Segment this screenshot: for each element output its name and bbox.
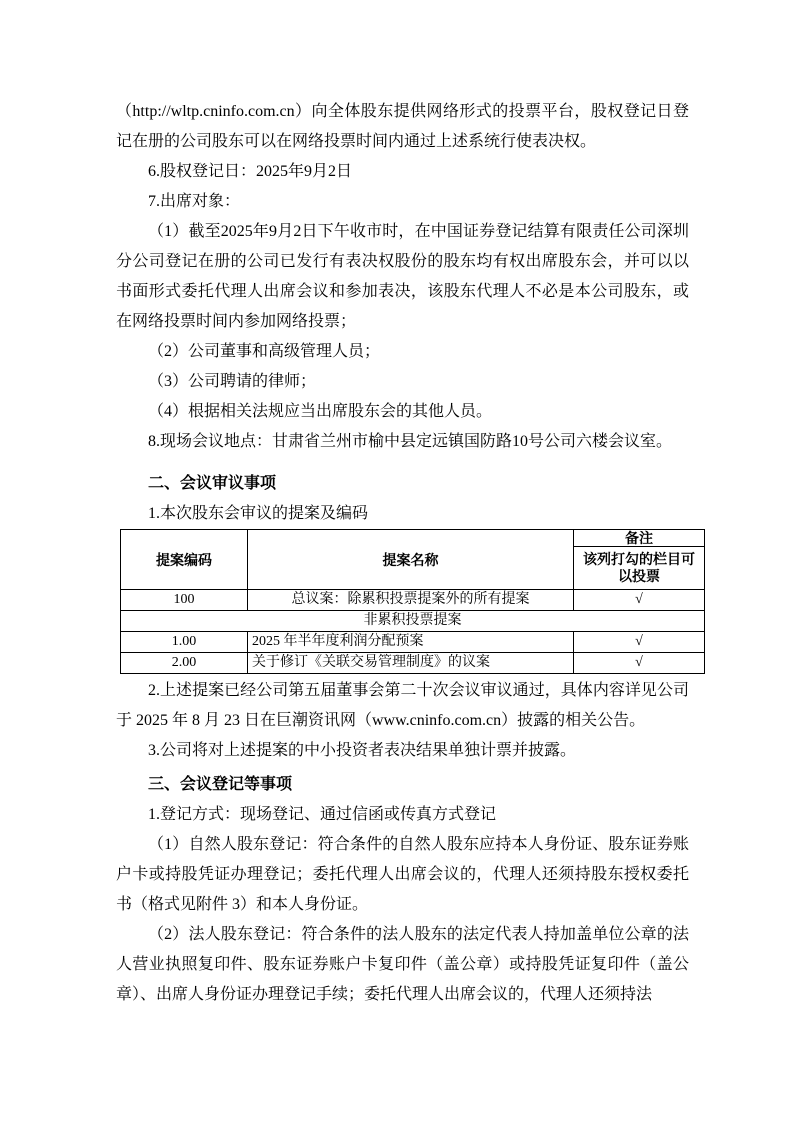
section-heading-review-matters: 二、会议审议事项 (148, 475, 277, 492)
cell-remark-checkmark: √ (574, 632, 705, 653)
table-row-general-proposal (121, 590, 705, 611)
table-header-row (121, 530, 705, 547)
item-proposals-intro: 1.本次股东会审议的提案及编码 (148, 505, 369, 522)
cell-remark-checkmark: √ (574, 653, 705, 674)
item-meeting-venue: 8.现场会议地点：甘肃省兰州市榆中县定远镇国防路10号公司六楼会议室。 (148, 433, 673, 450)
cell-code: 100 (121, 590, 248, 611)
table-row-group (121, 611, 705, 632)
item-natural-person-registration: （1）自然人股东登记：符合条件的自然人股东应持本人身份证、股东证券账户卡或持股凭证办理登记；委托代理人出席会议的，代理人还须持股东授权委托书（格式见附件 3）和本人身份证。 (116, 836, 689, 913)
item-attendees-title: 7.出席对象： (148, 193, 241, 210)
cell-name: 2025 年半年度利润分配预案 (248, 632, 574, 653)
cell-name: 关于修订《关联交易管理制度》的议案 (248, 653, 574, 674)
cell-remark-checkmark: √ (574, 590, 705, 611)
item-proposal-approval-note: 2.上述提案已经公司第五届董事会第二十次会议审议通过，具体内容详见公司于 2025 年 8 月 23 日在巨潮资讯网（www.cninfo.com.cn）披露的相关公告。 (116, 682, 689, 729)
item-minority-investor-count: 3.公司将对上述提案的中小投资者表决结果单独计票并披露。 (148, 742, 577, 759)
cell-code: 2.00 (121, 653, 248, 674)
item-attendees-4: （4）根据相关法规应当出席股东会的其他人员。 (148, 403, 493, 420)
header-remark: 备注 (574, 530, 705, 547)
header-remark-note: 该列打勾的栏目可以投票 (574, 547, 705, 590)
item-attendees-3: （3）公司聘请的律师； (148, 373, 317, 390)
item-record-date: 6.股权登记日：2025年9月2日 (148, 163, 353, 180)
cell-code: 1.00 (121, 632, 248, 653)
cell-name: 总议案：除累积投票提案外的所有提案 (248, 590, 574, 611)
proposal-table (120, 529, 705, 674)
item-legal-person-registration: （2）法人股东登记：符合条件的法人股东的法定代表人持加盖单位公章的法人营业执照复印件、股东证券账户卡复印件（盖公章）或持股凭证复印件（盖公章）、出席人身份证办理登记手续；委托代理人出席会议的，代理人还须持法 (116, 926, 689, 1003)
header-proposal-code: 提案编码 (121, 530, 248, 590)
header-proposal-name: 提案名称 (248, 530, 574, 590)
paragraph-network-voting-platform: （http://wltp.cninfo.com.cn）向全体股东提供网络形式的投票平台，股权登记日登记在册的公司股东可以在网络投票时间内通过上述系统行使表决权。 (116, 103, 689, 150)
cell-group-non-cumulative: 非累积投票提案 (121, 611, 705, 632)
item-registration-method: 1.登记方式：现场登记、通过信函或传真方式登记 (148, 806, 497, 823)
item-attendees-1: （1）截至2025年9月2日下午收市时，在中国证券登记结算有限责任公司深圳分公司登记在册的公司已发行有表决权股份的股东均有权出席股东会，并可以以书面形式委托代理人出席会议和参加表决，该股东代理人不必是本公司股东，或在网络投票时间内参加网络投票； (116, 223, 689, 330)
section-heading-registration: 三、会议登记等事项 (148, 776, 293, 793)
item-attendees-2: （2）公司董事和高级管理人员； (148, 343, 381, 360)
table-row-proposal-2 (121, 653, 705, 674)
document-body (116, 97, 695, 1010)
table-row-proposal-1 (121, 632, 705, 653)
